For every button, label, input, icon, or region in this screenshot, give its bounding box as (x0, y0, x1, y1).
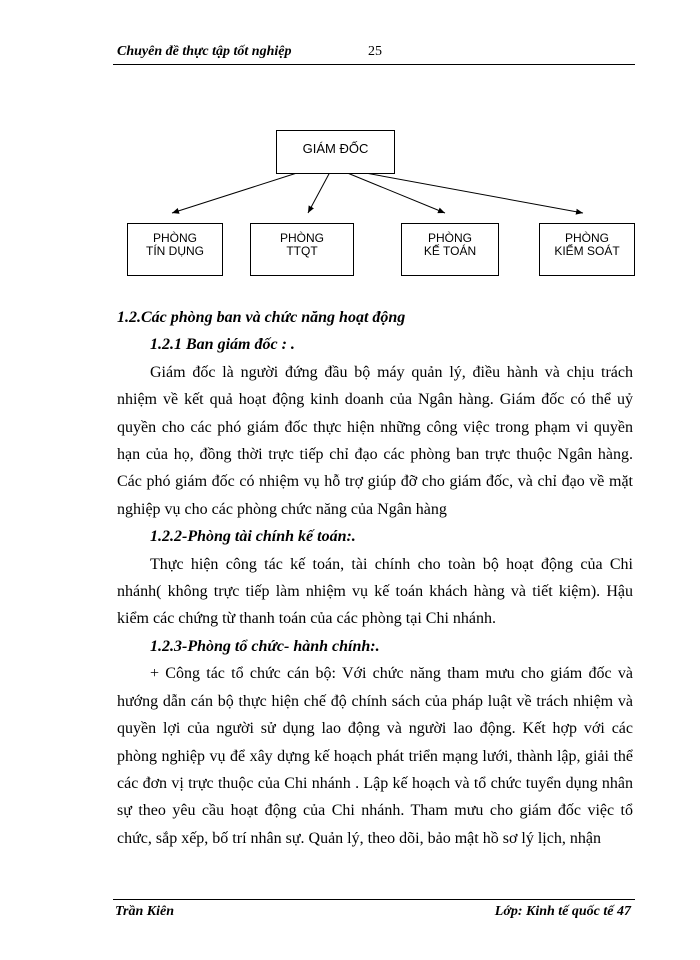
footer-class: Lớp: Kinh tế quốc tế 47 (494, 904, 631, 919)
subsection-heading: 1.2.1 Ban giám đốc : . (150, 336, 295, 354)
paragraph: Thực hiện công tác kế toán, tài chính cho toàn bộ hoạt động của Chi nhánh( không trực tiếp làm nhiệm vụ kế toán khách hàng và tiết kiệm). Hậu kiểm các chứng từ thanh toán của các phòng tại Chi nhánh. (117, 555, 633, 628)
arrow-to-ttqt (308, 172, 330, 213)
dept-line1: PHÒNG (564, 231, 609, 245)
org-box-tin-dung (127, 223, 223, 276)
dept-line2: KIỂM SOÁT (554, 244, 620, 258)
dept-line1: PHÒNG (427, 231, 472, 245)
org-box-director (276, 130, 395, 174)
dept-line1: PHÒNG (152, 231, 197, 245)
subsection-heading: 1.2.2-Phòng tài chính kế toán:. (150, 528, 356, 546)
org-box-ke-toan (401, 223, 499, 276)
dept-line1: PHÒNG (279, 231, 324, 245)
dept-line2: TTQT (286, 244, 318, 258)
section-heading: 1.2.Các phòng ban và chức năng hoạt động (117, 309, 406, 326)
body-text (117, 304, 633, 852)
arrow-to-kiem-soat (360, 172, 583, 213)
director-label: GIÁM ĐỐC (302, 141, 369, 156)
dept-line2: TÍN DỤNG (146, 244, 204, 258)
header-title: Chuyên đề thực tập tốt nghiệp (117, 44, 292, 59)
page-number: 25 (368, 44, 382, 59)
arrow-to-tin-dung (172, 172, 300, 213)
org-box-ttqt (250, 223, 354, 276)
page-footer (113, 899, 635, 919)
paragraph: + Công tác tổ chức cán bộ: Với chức năng tham mưu cho giám đốc và hướng dẫn cán bộ thực hiện chế độ chính sách của pháp luật về trách nhiệm và quyền lợi của người sử dụng lao động và người lao động. Kết hợp với các phòng nghiệp vụ để xây dựng kế hoạch phát triển mạng lưới, thành lập, giải thể các đơn vị trực thuộc của Chi nhánh . Lập kế hoạch và tổ chức tuyển dụng nhân sự theo yêu cầu hoạt động của Chi nhánh. Tham mưu cho giám đốc việc tổ chức, sắp xếp, bố trí nhân sự. Quản lý, theo dõi, bảo mật hồ sơ lý lịch, nhận (117, 665, 633, 847)
footer-author: Trần Kiên (115, 904, 174, 919)
dept-line2: KẾ TOÁN (423, 244, 477, 258)
org-box-kiem-soat (539, 223, 635, 276)
subsection-heading: 1.2.3-Phòng tổ chức- hành chính:. (150, 637, 380, 655)
paragraph: Giám đốc là người đứng đầu bộ máy quản lý, điều hành và chịu trách nhiệm về kết quả hoạt động kinh doanh của Ngân hàng. Giám đốc có thể uỷ quyền cho các phó giám đốc thực hiện những công việc trong phạm vi quyền hạn của họ, đồng thời trực tiếp chỉ đạo các phòng ban trực thuộc Ngân hàng. Các phó giám đốc có nhiệm vụ hỗ trợ giúp đỡ cho giám đốc, và chỉ đạo về mặt nghiệp vụ cho các phòng chức năng của Ngân hàng (117, 363, 633, 518)
